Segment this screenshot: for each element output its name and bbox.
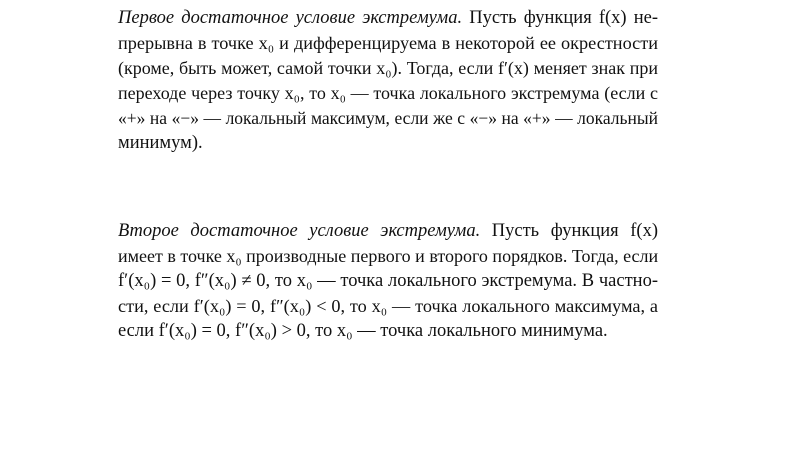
theorem-title: Второе достаточное условие экстремума. <box>118 221 481 241</box>
text-line: сти, если f′(x₀) = 0, f″(x₀) < 0, то x₀ — точка локального максимума, а <box>118 296 658 316</box>
text-fragment: Пусть функция f(x) не- <box>469 8 658 28</box>
text-line <box>118 219 658 244</box>
text-fragment: Пусть функция f(x) <box>491 221 658 241</box>
text-line: «+» на «−» — локальный максимум, если же с «−» на «+» — локальный <box>118 108 658 128</box>
text-line <box>118 6 658 31</box>
text-line: прерывна в точке x₀ и дифференцируема в некоторой ее окрестности <box>118 33 658 53</box>
text-line: переходе через точку x₀, то x₀ — точка локального экстремума (если с <box>118 83 658 103</box>
text-line: если f′(x₀) = 0, f″(x₀) > 0, то x₀ — точка локального минимума. <box>118 321 608 341</box>
first-sufficient-condition-paragraph <box>118 6 658 156</box>
theorem-title: Первое достаточное условие экстремума. <box>118 8 463 28</box>
text-line: f′(x₀) = 0, f″(x₀) ≠ 0, то x₀ — точка локального экстремума. В частно- <box>118 271 658 291</box>
second-sufficient-condition-paragraph <box>118 219 658 344</box>
text-line: имеет в точке x₀ производные первого и второго порядков. Тогда, если <box>118 246 659 266</box>
text-line: (кроме, быть может, самой точки x₀). Тогда, если f′(x) меняет знак при <box>118 58 658 78</box>
text-line: минимум). <box>118 133 203 153</box>
